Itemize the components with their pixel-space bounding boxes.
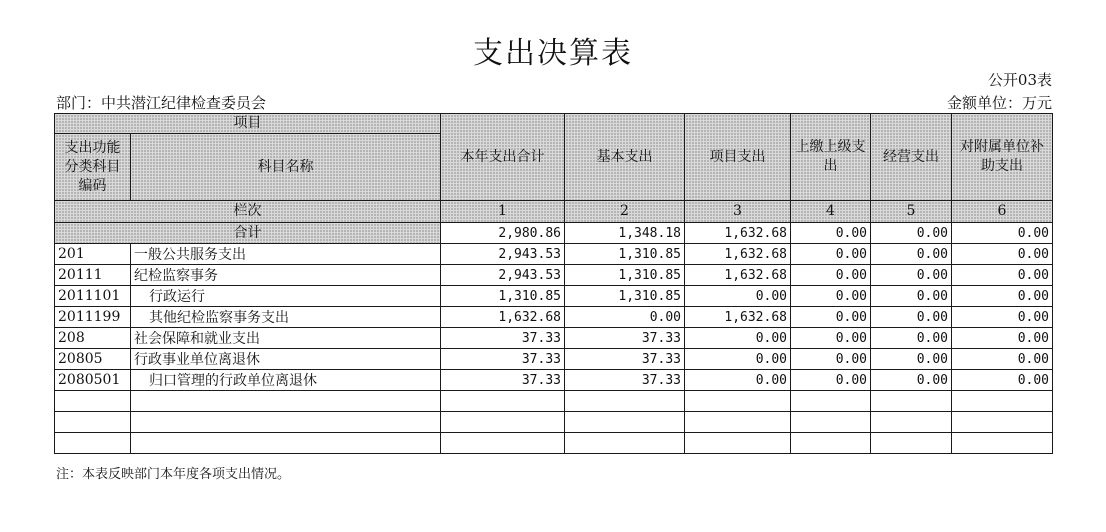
row-code: 20111 <box>55 265 131 286</box>
empty-cell <box>871 412 952 433</box>
row-code: 2011101 <box>55 286 131 307</box>
row-value: 0.00 <box>871 307 952 328</box>
row-name: 一般公共服务支出 <box>131 244 441 265</box>
row-value: 0.00 <box>791 349 871 370</box>
empty-cell <box>55 412 131 433</box>
row-value: 1,632.68 <box>685 244 791 265</box>
empty-cell <box>685 412 791 433</box>
row-value: 37.33 <box>565 370 685 391</box>
empty-cell <box>952 391 1053 412</box>
total-value: 0.00 <box>952 223 1053 244</box>
row-value: 0.00 <box>952 328 1053 349</box>
page-title: 支出决算表 <box>473 36 633 71</box>
col-number: 1 <box>441 201 565 223</box>
department-label: 部门：中共潜江纪律检查委员会 <box>56 94 267 112</box>
row-value: 0.00 <box>871 286 952 307</box>
row-name: 行政事业单位离退休 <box>131 349 441 370</box>
row-value: 37.33 <box>565 349 685 370</box>
header-col-basic: 基本支出 <box>565 114 685 201</box>
row-value: 0.00 <box>952 286 1053 307</box>
table-row <box>55 244 1053 265</box>
total-value: 2,980.86 <box>441 223 565 244</box>
row-value: 37.33 <box>441 328 565 349</box>
empty-cell <box>441 433 565 454</box>
footnote: 注：本表反映部门本年度各项支出情况。 <box>56 467 291 482</box>
empty-cell <box>565 412 685 433</box>
table-row <box>55 328 1053 349</box>
empty-cell <box>871 391 952 412</box>
row-code: 20805 <box>55 349 131 370</box>
empty-cell <box>55 391 131 412</box>
row-value: 0.00 <box>871 244 952 265</box>
total-value: 1,632.68 <box>685 223 791 244</box>
empty-cell <box>685 433 791 454</box>
empty-cell <box>952 412 1053 433</box>
table-row <box>55 370 1053 391</box>
row-name: 纪检监察事务 <box>131 265 441 286</box>
header-col-subsidy: 对附属单位补助支出 <box>952 114 1053 201</box>
empty-row <box>55 391 1053 412</box>
row-value: 0.00 <box>952 349 1053 370</box>
row-value: 0.00 <box>565 307 685 328</box>
row-value: 0.00 <box>791 328 871 349</box>
table-row <box>55 349 1053 370</box>
row-value: 0.00 <box>791 244 871 265</box>
empty-cell <box>441 391 565 412</box>
row-value: 2,943.53 <box>441 265 565 286</box>
empty-cell <box>131 433 441 454</box>
total-value: 0.00 <box>791 223 871 244</box>
header-subject-name: 科目名称 <box>131 134 441 201</box>
empty-cell <box>55 433 131 454</box>
row-value: 37.33 <box>441 349 565 370</box>
col-number: 4 <box>791 201 871 223</box>
unit-label: 金额单位：万元 <box>946 94 1052 112</box>
row-value: 1,310.85 <box>565 265 685 286</box>
row-value: 0.00 <box>791 286 871 307</box>
col-number: 5 <box>871 201 952 223</box>
row-code: 2080501 <box>55 370 131 391</box>
total-row <box>55 223 1053 244</box>
row-value: 37.33 <box>565 328 685 349</box>
row-value: 0.00 <box>791 307 871 328</box>
row-name: 归口管理的行政单位离退休 <box>131 370 441 391</box>
row-code: 201 <box>55 244 131 265</box>
row-value: 0.00 <box>871 328 952 349</box>
empty-cell <box>871 433 952 454</box>
table-row <box>55 307 1053 328</box>
total-label: 合计 <box>55 223 441 244</box>
empty-cell <box>791 433 871 454</box>
row-value: 0.00 <box>685 370 791 391</box>
header-col-project: 项目支出 <box>685 114 791 201</box>
row-value: 1,310.85 <box>565 286 685 307</box>
empty-cell <box>565 391 685 412</box>
row-value: 1,632.68 <box>685 265 791 286</box>
col-number: 6 <box>952 201 1053 223</box>
table-row <box>55 265 1053 286</box>
empty-cell <box>565 433 685 454</box>
empty-cell <box>952 433 1053 454</box>
row-value: 0.00 <box>871 370 952 391</box>
row-name: 社会保障和就业支出 <box>131 328 441 349</box>
row-name: 其他纪检监察事务支出 <box>131 307 441 328</box>
total-value: 0.00 <box>871 223 952 244</box>
row-value: 1,310.85 <box>565 244 685 265</box>
empty-cell <box>441 412 565 433</box>
header-func-code: 支出功能分类科目编码 <box>55 134 131 201</box>
empty-cell <box>685 391 791 412</box>
row-code: 2011199 <box>55 307 131 328</box>
row-value: 0.00 <box>952 307 1053 328</box>
empty-cell <box>131 412 441 433</box>
header-col-remit: 上缴上级支出 <box>791 114 871 201</box>
col-number: 3 <box>685 201 791 223</box>
header-col-index: 栏次 <box>55 201 441 223</box>
expenditure-table <box>54 113 1053 454</box>
empty-row <box>55 433 1053 454</box>
row-value: 1,310.85 <box>441 286 565 307</box>
row-value: 0.00 <box>685 328 791 349</box>
row-value: 0.00 <box>871 349 952 370</box>
empty-cell <box>791 391 871 412</box>
total-value: 1,348.18 <box>565 223 685 244</box>
row-value: 1,632.68 <box>685 307 791 328</box>
header-col-business: 经营支出 <box>871 114 952 201</box>
empty-cell <box>131 391 441 412</box>
col-number: 2 <box>565 201 685 223</box>
header-item: 项目 <box>55 114 441 134</box>
row-value: 0.00 <box>952 370 1053 391</box>
row-value: 0.00 <box>952 265 1053 286</box>
empty-cell <box>791 412 871 433</box>
row-code: 208 <box>55 328 131 349</box>
row-value: 37.33 <box>441 370 565 391</box>
table-row <box>55 286 1053 307</box>
row-value: 0.00 <box>952 244 1053 265</box>
row-value: 2,943.53 <box>441 244 565 265</box>
row-name: 行政运行 <box>131 286 441 307</box>
row-value: 0.00 <box>791 265 871 286</box>
header-col-total: 本年支出合计 <box>441 114 565 201</box>
row-value: 0.00 <box>685 286 791 307</box>
empty-row <box>55 412 1053 433</box>
row-value: 0.00 <box>791 370 871 391</box>
row-value: 0.00 <box>871 265 952 286</box>
row-value: 1,632.68 <box>441 307 565 328</box>
form-code: 公开03表 <box>987 71 1052 89</box>
row-value: 0.00 <box>685 349 791 370</box>
